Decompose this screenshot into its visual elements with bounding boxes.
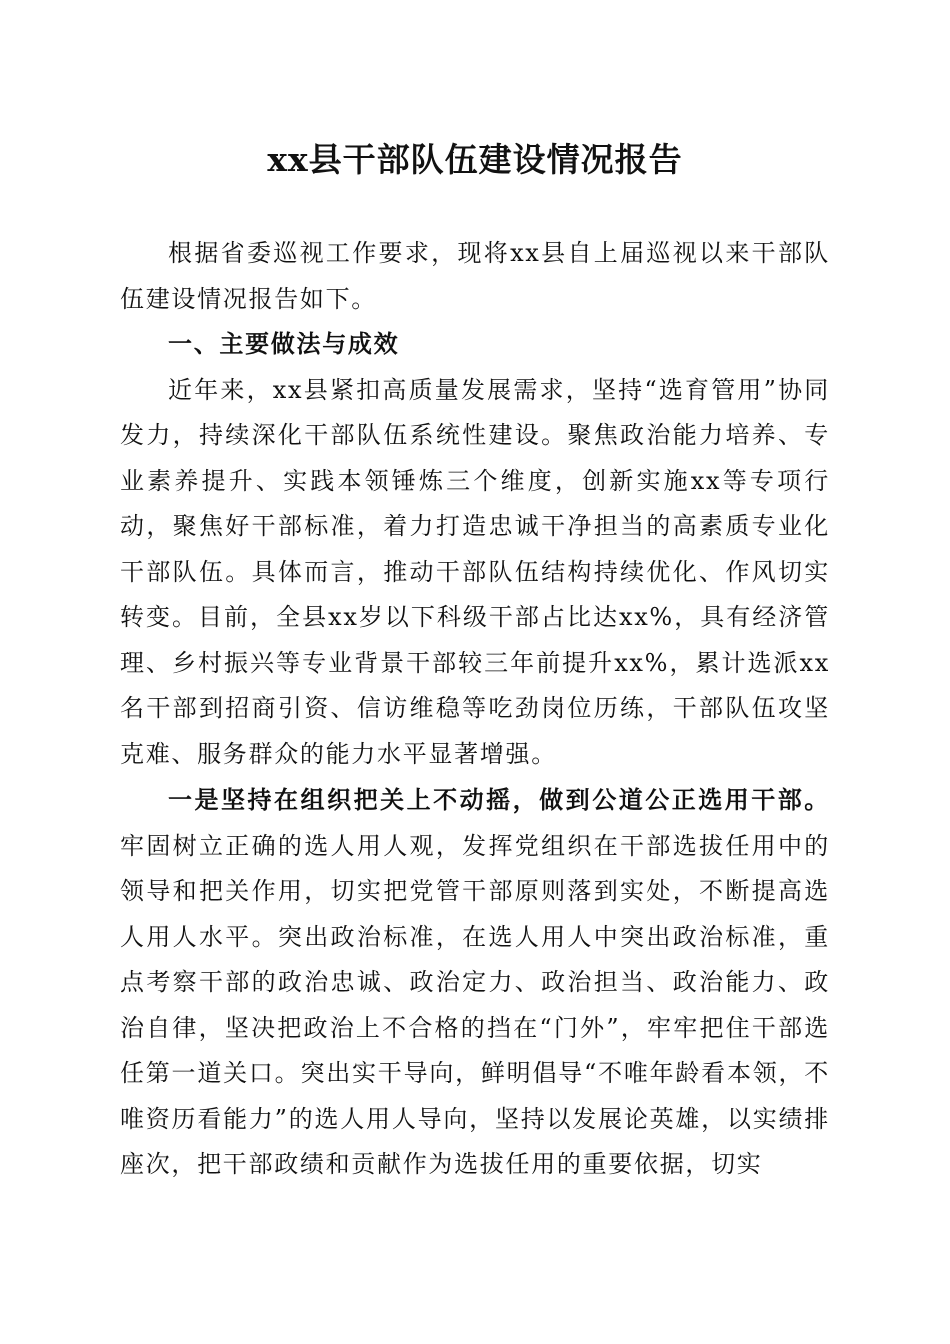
point-lead: 一是坚持在组织把关上不动摇，做到公道公正选用干部。 (168, 785, 830, 814)
point-paragraph (120, 777, 830, 1188)
body-paragraph: 近年来，xx县紧扣高质量发展需求，坚持“选育管用”协同发力，持续深化干部队伍系统性建设。聚焦政治能力培养、专业素养提升、实践本领锤炼三个维度，创新实施xx等专项行动，聚焦好干部标准，着力打造忠诚干净担当的高素质专业化干部队伍。具体而言，推动干部队伍结构持续优化、作风切实转变。目前，全县xx岁以下科级干部占比达xx%，具有经济管理、乡村振兴等专业背景干部较三年前提升xx%，累计选派xx名干部到招商引资、信访维稳等吃劲岗位历练，干部队伍攻坚克难、服务群众的能力水平显著增强。 (120, 375, 830, 768)
section-heading: 一、主要做法与成效 (168, 330, 400, 358)
point-body: 牢固树立正确的选人用人观，发挥党组织在干部选拔任用中的领导和把关作用，切实把党管干部原则落到实处，不断提高选人用人水平。突出政治标准，在选人用人中突出政治标准，重点考察干部的政治忠诚、政治定力、政治担当、政治能力、政治自律，坚决把政治上不合格的挡在“门外”，牢牢把住干部选任第一道关口。突出实干导向，鲜明倡导“不唯年龄看本领，不唯资历看能力”的选人用人导向，坚持以发展论英雄，以实绩排座次，把干部政绩和贡献作为选拔任用的重要依据，切实 (120, 831, 830, 1178)
intro-paragraph: 根据省委巡视工作要求，现将xx县自上届巡视以来干部队伍建设情况报告如下。 (120, 239, 830, 313)
document-body (120, 231, 830, 1188)
document-title: xx县干部队伍建设情况报告 (267, 140, 683, 179)
